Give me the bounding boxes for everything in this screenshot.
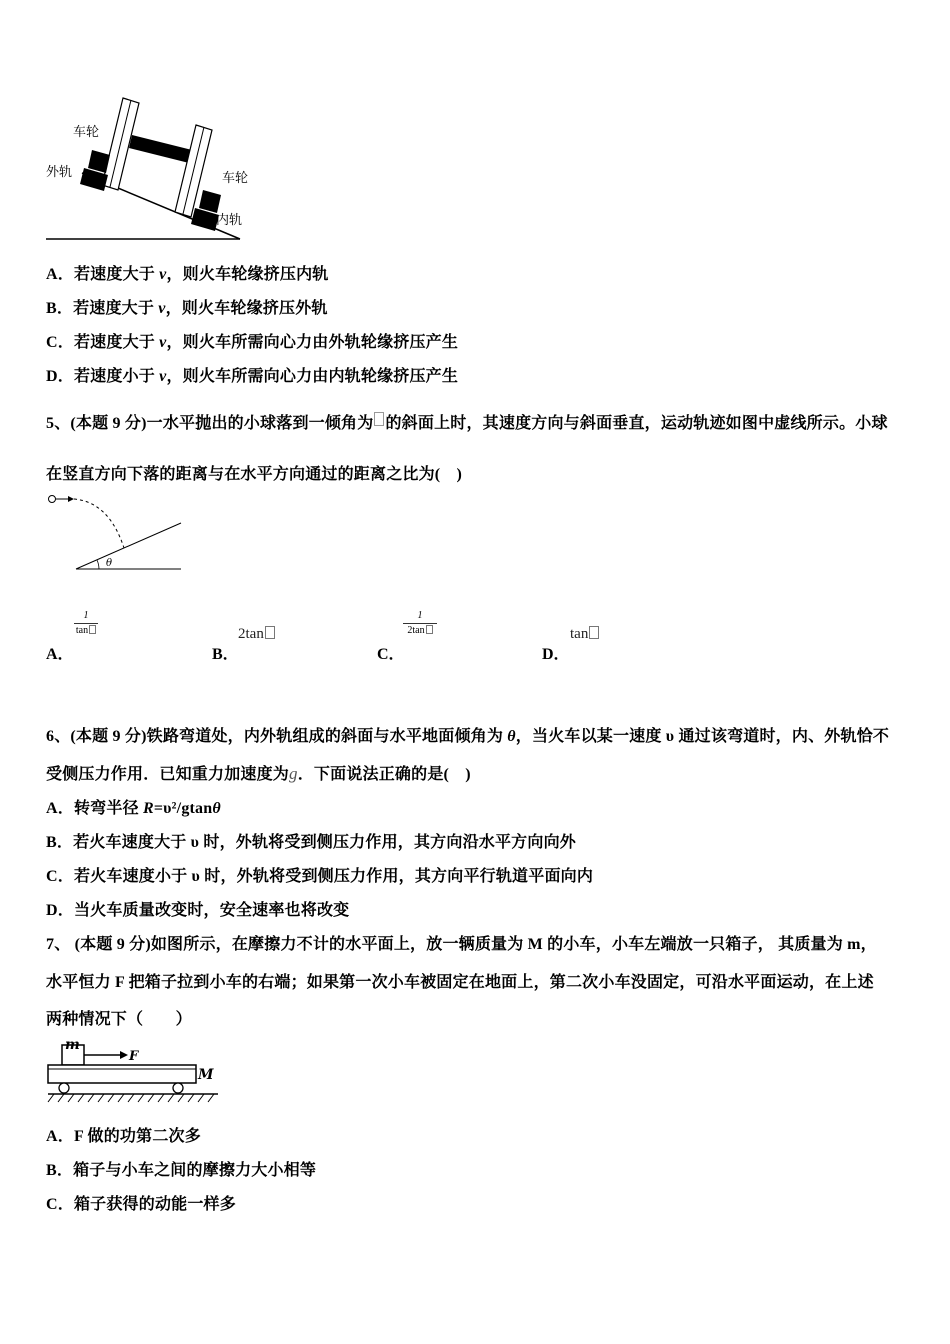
- force-label: F: [129, 1049, 139, 1064]
- q6-stem-line2: [46, 761, 471, 784]
- q4-option-a-post: ，则火车轮缘挤压内轨: [166, 266, 329, 283]
- q4-option-d: [46, 363, 458, 386]
- q4-option-d-post: ，则火车所需向心力由内轨轮缘挤压产生: [166, 368, 459, 385]
- q5-stem-part-a: 5、(本题 9 分)一水平抛出的小球落到一倾角为: [46, 415, 374, 432]
- q5-option-d-expr-text: tan: [570, 626, 589, 642]
- q4-option-b: [46, 295, 328, 318]
- q6-option-a-theta: θ: [212, 800, 221, 817]
- q6-option-a: [46, 795, 221, 818]
- q6-g-symbol: g: [289, 764, 298, 783]
- q4-option-a-var: v: [159, 266, 167, 283]
- theta-label: θ: [106, 558, 113, 569]
- q4-option-b-post: ，则火车轮缘挤压外轨: [165, 300, 328, 317]
- theta-placeholder-icon: [89, 625, 96, 634]
- q4-option-c-var: v: [159, 334, 167, 351]
- q7-option-a: A．F 做的功第二次多: [46, 1128, 201, 1145]
- q7-option-b: B．箱子与小车之间的摩擦力大小相等: [46, 1162, 317, 1179]
- theta-placeholder-icon: [265, 626, 275, 639]
- q5-option-a-fraction: [74, 610, 98, 637]
- label-wheel-right: 车轮: [222, 171, 249, 186]
- q6-option-a-rest: =υ²/gtan: [153, 800, 213, 817]
- label-inner-rail: 内轨: [216, 213, 243, 228]
- q4-option-c-letter: C．: [46, 334, 74, 351]
- q7-stem-line2: 水平恒力 F 把箱子拉到小车的右端；如果第一次小车被固定在地面上，第二次小车没固定，可沿水平面运动，在上述: [46, 974, 874, 991]
- q6-option-c: C．若火车速度小于 υ 时，外轨将受到侧压力作用，其方向平行轨道平面向内: [46, 868, 594, 885]
- q6-theta: θ: [507, 728, 516, 745]
- q4-option-d-var: v: [159, 368, 167, 385]
- cart-box-figure: [44, 1036, 224, 1104]
- q5-option-c-den: [403, 625, 437, 637]
- q5-option-a-den-text: tan: [75, 625, 89, 636]
- q5-option-b-expr-text: 2tan: [238, 626, 264, 642]
- q6-option-a-r: R: [142, 800, 154, 817]
- q4-option-d-pre: 若速度小于: [73, 368, 160, 385]
- theta-placeholder-icon: [374, 412, 384, 426]
- q7-stem-line1: 7、 (本题 9 分)如图所示，在摩擦力不计的水平面上，放一辆质量为 M 的小车，小车左端放一只箱子， 其质量为 m，: [46, 936, 877, 953]
- q6-stem2-part-a: 受侧压力作用．已知重力加速度为: [46, 766, 290, 783]
- q4-option-a-pre: 若速度大于: [73, 266, 160, 283]
- q5-option-a-den: [74, 625, 98, 637]
- q7-option-c: C．箱子获得的动能一样多: [46, 1196, 236, 1213]
- q6-stem-part-a: 6、(本题 9 分)铁路弯道处，内外轨组成的斜面与水平地面倾角为: [46, 728, 508, 745]
- theta-placeholder-icon: [589, 626, 599, 639]
- q5-stem-line2: 在竖直方向下落的距离与在水平方向通过的距离之比为( ): [46, 466, 463, 483]
- box-mass-label: m: [65, 1037, 80, 1053]
- q4-option-a-letter: A．: [46, 266, 74, 283]
- q5-option-b-letter: B．: [212, 646, 239, 663]
- q4-option-d-letter: D．: [46, 368, 74, 385]
- q6-stem-part-b: ，当火车以某一速度 υ 通过该弯道时，内、外轨恰不: [515, 728, 890, 745]
- q6-stem2-part-b: ．下面说法正确的是( ): [297, 766, 471, 783]
- fraction-bar: [74, 623, 98, 624]
- q4-option-b-pre: 若速度大于: [73, 300, 159, 317]
- q6-option-a-letter: A．: [46, 800, 74, 817]
- q5-stem-part-b: 的斜面上时，其速度方向与斜面垂直，运动轨迹如图中虚线所示。小球: [385, 415, 888, 432]
- q7-stem-line3: 两种情况下（ ）: [46, 1011, 192, 1028]
- label-outer-rail: 外轨: [46, 165, 73, 180]
- q4-option-b-letter: B．: [46, 300, 74, 317]
- q5-option-c-num: 1: [417, 610, 423, 621]
- q4-option-c-post: ，则火车所需向心力由外轨轮缘挤压产生: [166, 334, 459, 351]
- q4-option-c-pre: 若速度大于: [73, 334, 160, 351]
- q6-option-a-pre: 转弯半径: [73, 800, 143, 817]
- q6-option-b: B．若火车速度大于 υ 时，外轨将受到侧压力作用，其方向沿水平方向向外: [46, 834, 576, 851]
- q4-option-b-var: v: [158, 300, 166, 317]
- q5-option-c-letter: C．: [377, 646, 405, 663]
- q5-option-c-fraction: [403, 610, 437, 637]
- label-wheel-top: 车轮: [73, 125, 100, 140]
- q4-option-c: [46, 329, 458, 352]
- q5-option-a-letter: A．: [46, 646, 74, 663]
- q4-option-a: [46, 261, 329, 284]
- q5-option-a-num: 1: [83, 610, 89, 621]
- q5-option-b-expr: [238, 626, 275, 643]
- theta-placeholder-icon: [426, 625, 433, 634]
- q5-stem-line1: [46, 410, 888, 433]
- q6-option-d: D．当火车质量改变时，安全速率也将改变: [46, 902, 350, 919]
- fraction-bar: [403, 623, 437, 624]
- q5-option-c-den-text: 2tan: [407, 625, 425, 636]
- q5-option-d-expr: [570, 626, 599, 643]
- q6-stem-line1: [46, 723, 889, 746]
- rail-wheel-figure: [40, 95, 260, 245]
- projectile-incline-figure: [44, 492, 189, 574]
- cart-mass-label: M: [198, 1067, 214, 1083]
- q5-option-d-letter: D．: [542, 646, 570, 663]
